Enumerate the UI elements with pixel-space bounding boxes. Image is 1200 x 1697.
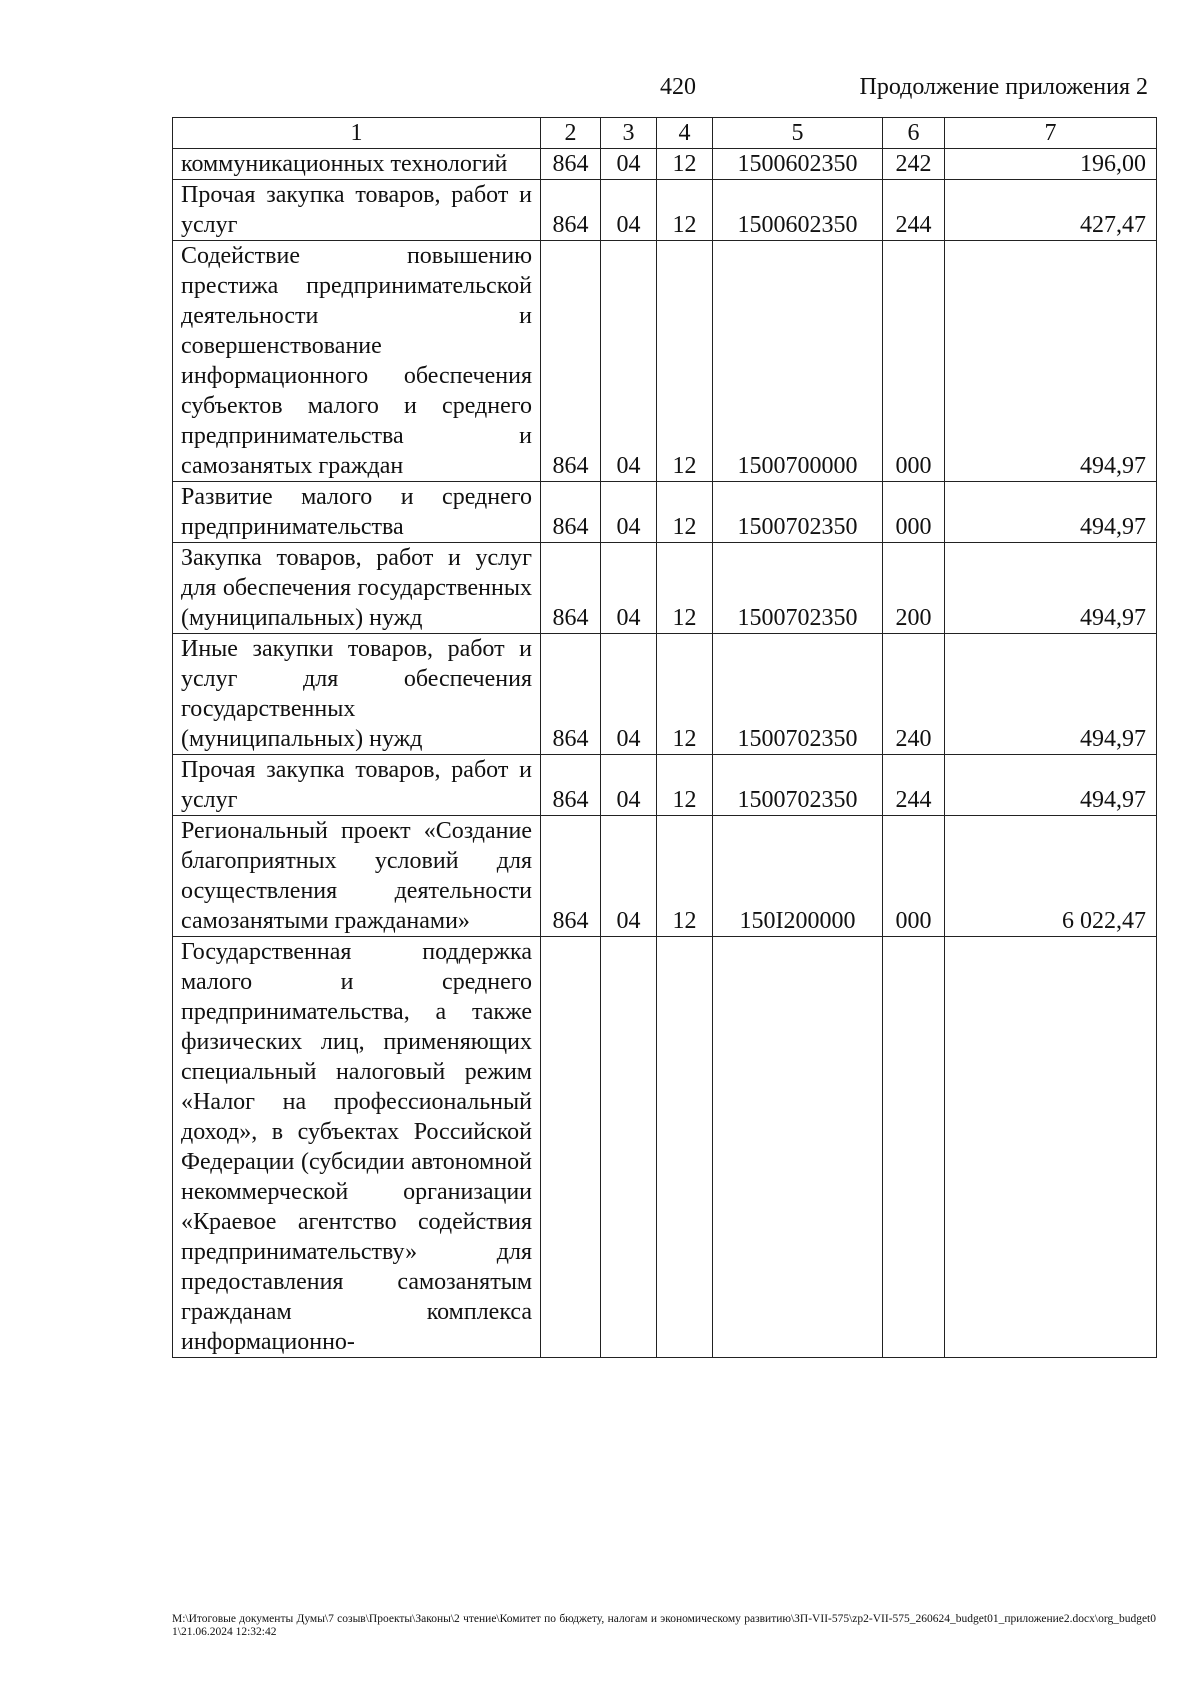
row-code-6: 000 (883, 241, 945, 482)
column-header: 2 (541, 118, 601, 149)
column-header: 4 (657, 118, 713, 149)
row-code-2: 864 (541, 755, 601, 816)
row-code-2: 864 (541, 543, 601, 634)
row-code-4: 12 (657, 180, 713, 241)
row-code-4: 12 (657, 816, 713, 937)
row-code-2: 864 (541, 634, 601, 755)
row-name: Государственная поддержка малого и среднего предпринимательства, а также физических лиц, применяющих специальный налоговый режим «Налог на профессиональный доход», в субъектах Российской Федерации (субсидии автономной некоммерческой организации «Краевое агентство содействия предпринимательству» для предоставления самозанятым гражданам комплекса информационно- (173, 937, 541, 1358)
table-row (173, 816, 1157, 937)
table-row (173, 755, 1157, 816)
row-code-3: 04 (601, 755, 657, 816)
row-code-3: 04 (601, 634, 657, 755)
row-name: Закупка товаров, работ и услуг для обеспечения государственных (муниципальных) нужд (173, 543, 541, 634)
row-code-5: 1500700000 (713, 241, 883, 482)
row-code-2: 864 (541, 482, 601, 543)
row-code-2: 864 (541, 241, 601, 482)
table-row (173, 543, 1157, 634)
row-code-5: 1500602350 (713, 180, 883, 241)
row-code-6 (883, 937, 945, 1358)
row-code-4: 12 (657, 543, 713, 634)
row-amount: 494,97 (945, 755, 1157, 816)
row-amount: 494,97 (945, 634, 1157, 755)
row-code-4: 12 (657, 241, 713, 482)
row-code-4: 12 (657, 755, 713, 816)
row-code-5: 1500702350 (713, 634, 883, 755)
row-name: Прочая закупка товаров, работ и услуг (173, 180, 541, 241)
row-amount: 427,47 (945, 180, 1157, 241)
column-header: 3 (601, 118, 657, 149)
row-code-5: 1500702350 (713, 482, 883, 543)
column-header: 5 (713, 118, 883, 149)
row-code-6: 242 (883, 149, 945, 180)
row-name: Иные закупки товаров, работ и услуг для обеспечения государственных (муниципальных) нужд (173, 634, 541, 755)
row-code-5: 1500702350 (713, 755, 883, 816)
column-header: 6 (883, 118, 945, 149)
row-name: Прочая закупка товаров, работ и услуг (173, 755, 541, 816)
row-code-3: 04 (601, 482, 657, 543)
row-code-6: 244 (883, 755, 945, 816)
row-name: Региональный проект «Создание благоприятных условий для осуществления деятельности самозанятыми гражданами» (173, 816, 541, 937)
row-code-5: 1500702350 (713, 543, 883, 634)
column-header: 7 (945, 118, 1157, 149)
row-code-6: 000 (883, 816, 945, 937)
table-row (173, 180, 1157, 241)
row-code-3: 04 (601, 543, 657, 634)
column-header: 1 (173, 118, 541, 149)
table-row (173, 241, 1157, 482)
row-code-3: 04 (601, 180, 657, 241)
table-row (173, 634, 1157, 755)
row-amount: 494,97 (945, 241, 1157, 482)
row-code-6: 240 (883, 634, 945, 755)
row-code-5: 150I200000 (713, 816, 883, 937)
row-code-5: 1500602350 (713, 149, 883, 180)
row-code-4: 12 (657, 482, 713, 543)
row-amount: 196,00 (945, 149, 1157, 180)
row-code-3: 04 (601, 816, 657, 937)
continuation-label: Продолжение приложения 2 (859, 74, 1148, 100)
table-row (173, 482, 1157, 543)
page-number: 420 (660, 74, 696, 100)
row-code-4 (657, 937, 713, 1358)
row-code-2 (541, 937, 601, 1358)
row-code-2: 864 (541, 149, 601, 180)
row-amount: 494,97 (945, 543, 1157, 634)
row-code-6: 200 (883, 543, 945, 634)
row-code-6: 244 (883, 180, 945, 241)
table-row (173, 149, 1157, 180)
row-code-2: 864 (541, 816, 601, 937)
row-code-2: 864 (541, 180, 601, 241)
row-code-4: 12 (657, 634, 713, 755)
row-amount: 6 022,47 (945, 816, 1157, 937)
row-amount (945, 937, 1157, 1358)
table-row (173, 937, 1157, 1358)
file-path-footer: M:\Итоговые документы Думы\7 созыв\Проекты\Законы\2 чтение\Комитет по бюджету, налогам и экономическому развитию\ЗП-VII-575\zp2-VII-575_260624_budget01_приложение2.docx\org_budget01\21.06.2024 12:32:42 (172, 1613, 1156, 1638)
row-name: коммуникационных технологий (173, 149, 541, 180)
row-name: Развитие малого и среднего предпринимательства (173, 482, 541, 543)
row-amount: 494,97 (945, 482, 1157, 543)
table-header-row (173, 118, 1157, 149)
row-code-4: 12 (657, 149, 713, 180)
row-name: Содействие повышению престижа предпринимательской деятельности и совершенствование информационного обеспечения субъектов малого и среднего предпринимательства и самозанятых граждан (173, 241, 541, 482)
row-code-3: 04 (601, 241, 657, 482)
row-code-5 (713, 937, 883, 1358)
row-code-6: 000 (883, 482, 945, 543)
row-code-3 (601, 937, 657, 1358)
budget-table (172, 117, 1157, 1358)
row-code-3: 04 (601, 149, 657, 180)
